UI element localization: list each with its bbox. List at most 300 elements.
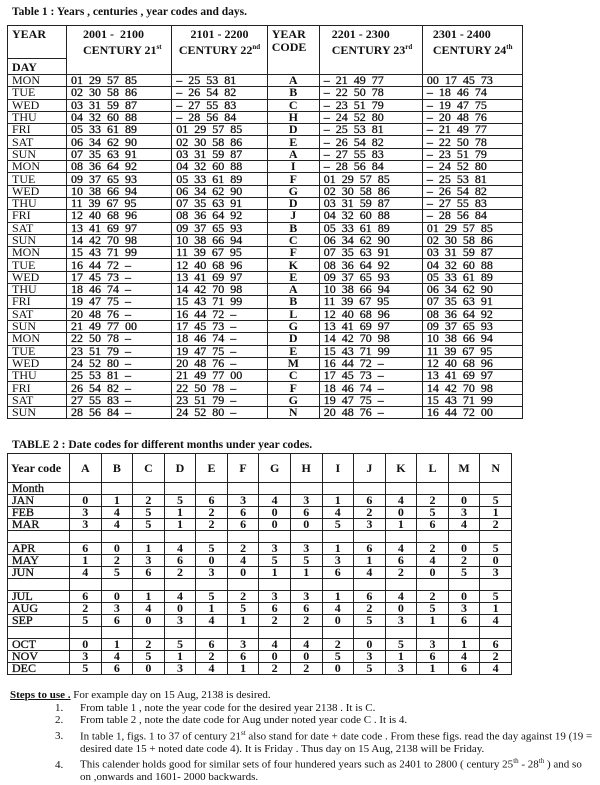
date-code-cell: 4 (101, 507, 133, 519)
century-21-years: 16 44 72 – (67, 259, 172, 271)
century-21-years: 09 37 65 93 (67, 173, 172, 185)
date-code-cell: 1 (354, 555, 386, 567)
century-24-years: – 25 53 81 (422, 173, 522, 185)
century-23-years: 15 43 71 99 (319, 345, 422, 357)
day-cell: TUE (8, 345, 67, 357)
century-24-years: – 18 46 74 (422, 87, 522, 99)
date-code-cell: 1 (385, 519, 417, 531)
century-24-years: 06 34 62 90 (422, 284, 522, 296)
century-24-years: 14 42 70 98 (422, 382, 522, 394)
date-code-cell: 3 (227, 495, 259, 507)
date-code-cell: 5 (196, 543, 228, 555)
date-code-cell: 4 (227, 555, 259, 567)
century-23-years: 18 46 74 – (319, 382, 422, 394)
day-cell: FRI (8, 124, 67, 136)
date-code-cell: 6 (480, 639, 512, 651)
century-21-years: 02 30 58 86 (67, 87, 172, 99)
date-code-cell: 4 (164, 543, 196, 555)
century-22-years: – 25 53 81 (172, 75, 267, 87)
date-code-cell: 4 (385, 495, 417, 507)
date-code-cell: 4 (101, 651, 133, 663)
date-code-cell: 6 (354, 495, 386, 507)
table-row (8, 663, 512, 675)
day-cell: SAT (8, 394, 67, 406)
date-code-cell: 3 (448, 603, 480, 615)
date-code-cell: 0 (101, 591, 133, 603)
header-row (8, 454, 512, 483)
date-code-cell: 6 (354, 543, 386, 555)
century-23-years: 12 40 68 96 (319, 308, 422, 320)
century-21-years: 21 49 77 00 (67, 320, 172, 332)
date-code-cell: 6 (448, 615, 480, 627)
header-code: G (259, 454, 291, 483)
date-code-cell: 4 (322, 603, 354, 615)
date-code-cell: 0 (259, 519, 291, 531)
date-code-cell: 5 (417, 603, 449, 615)
century-23-years: 13 41 69 97 (319, 320, 422, 332)
century-24-years: 07 35 63 91 (422, 296, 522, 308)
date-code-cell: 2 (480, 519, 512, 531)
date-code-cell: 6 (227, 507, 259, 519)
century-23-years: 03 31 59 87 (319, 197, 422, 209)
month-cell: MAR (8, 519, 70, 531)
year-code-cell: G (267, 320, 319, 332)
century-24-years: 01 29 57 85 (422, 222, 522, 234)
table-row (8, 567, 512, 579)
date-code-cell: 2 (322, 639, 354, 651)
day-cell: TUE (8, 173, 67, 185)
day-cell: SAT (8, 136, 67, 148)
century-21-years: 19 47 75 – (67, 296, 172, 308)
date-code-cell: 2 (227, 543, 259, 555)
header-code: C (133, 454, 165, 483)
month-label: Month (8, 483, 70, 495)
date-code-cell: 2 (196, 651, 228, 663)
month-cell: JUN (8, 567, 70, 579)
day-cell: SUN (8, 407, 67, 419)
century-21-years: 03 31 59 87 (67, 99, 172, 111)
year-code-cell: C (267, 99, 319, 111)
date-code-cell: 3 (354, 519, 386, 531)
century-22-years: 03 31 59 87 (172, 148, 267, 160)
table-row (8, 615, 512, 627)
century-22-years: 01 29 57 85 (172, 124, 267, 136)
date-code-cell: 2 (133, 495, 165, 507)
day-cell: THU (8, 197, 67, 209)
header-code: M (448, 454, 480, 483)
day-cell: MON (8, 247, 67, 259)
century-24-years: – 24 52 80 (422, 161, 522, 173)
date-code-cell: 3 (448, 507, 480, 519)
day-cell: THU (8, 284, 67, 296)
year-code-cell: C (267, 370, 319, 382)
day-cell: WED (8, 99, 67, 111)
date-code-cell: 1 (417, 615, 449, 627)
year-code-cell: B (267, 222, 319, 234)
date-code-cell: 0 (417, 567, 449, 579)
century-23-years: 10 38 66 94 (319, 284, 422, 296)
year-code-cell: C (267, 234, 319, 246)
date-code-cell: 3 (70, 519, 102, 531)
header-year-code: YEAR CODE (267, 26, 319, 75)
date-code-cell: 3 (385, 615, 417, 627)
day-cell: TUE (8, 87, 67, 99)
date-code-cell: 6 (70, 591, 102, 603)
century-22-years: – 28 56 84 (172, 111, 267, 123)
day-cell: SUN (8, 148, 67, 160)
date-code-cell: 2 (101, 555, 133, 567)
year-code-cell: F (267, 173, 319, 185)
date-code-cell: 4 (290, 639, 322, 651)
century-23-years: 19 47 75 – (319, 394, 422, 406)
date-code-cell: 1 (290, 567, 322, 579)
month-cell: AUG (8, 603, 70, 615)
header-code: B (101, 454, 133, 483)
century-23-years: 08 36 64 92 (319, 259, 422, 271)
steps-title: Steps to use . (10, 689, 71, 701)
table2-caption: TABLE 2 : Date codes for different months under year codes. (12, 439, 313, 451)
date-code-cell: 2 (196, 507, 228, 519)
date-code-cell: 5 (259, 555, 291, 567)
date-code-cell: 1 (417, 663, 449, 675)
century-21-years: 18 46 74 – (67, 284, 172, 296)
date-code-cell: 5 (196, 591, 228, 603)
header-code: D (164, 454, 196, 483)
date-codes-table (7, 453, 512, 675)
year-code-cell: A (267, 148, 319, 160)
day-cell: SAT (8, 222, 67, 234)
header-year-code: Year code (8, 454, 70, 483)
century-22-years: 21 49 77 00 (172, 370, 267, 382)
date-code-cell: 2 (227, 591, 259, 603)
date-code-cell: 4 (101, 519, 133, 531)
month-cell: DEC (8, 663, 70, 675)
date-code-cell: 1 (196, 603, 228, 615)
date-code-cell: 5 (354, 663, 386, 675)
date-code-cell: 0 (164, 603, 196, 615)
century-23-years: 04 32 60 88 (319, 210, 422, 222)
date-code-cell: 6 (417, 651, 449, 663)
year-code-cell: D (267, 197, 319, 209)
date-code-cell: 5 (480, 591, 512, 603)
table-row (8, 519, 512, 531)
date-code-cell: 4 (448, 519, 480, 531)
century-21-years: 05 33 61 89 (67, 124, 172, 136)
date-code-cell: 5 (448, 567, 480, 579)
month-cell: NOV (8, 651, 70, 663)
date-code-cell: 3 (290, 495, 322, 507)
century-22-years: – 26 54 82 (172, 87, 267, 99)
date-code-cell: 3 (385, 663, 417, 675)
date-code-cell: 6 (417, 519, 449, 531)
date-code-cell: 5 (133, 519, 165, 531)
date-code-cell: 2 (354, 507, 386, 519)
header-year: YEAR (8, 26, 67, 59)
date-code-cell: 6 (385, 555, 417, 567)
year-code-cell: K (267, 259, 319, 271)
steps-section (10, 689, 595, 784)
date-code-cell: 5 (227, 603, 259, 615)
date-code-cell: 5 (480, 495, 512, 507)
century-24-years: – 22 50 78 (422, 136, 522, 148)
century-22-years: 13 41 69 97 (172, 271, 267, 283)
date-code-cell: 4 (385, 591, 417, 603)
header-century-22: 2101 - 2200 CENTURY 22nd (172, 26, 267, 75)
century-24-years: 03 31 59 87 (422, 247, 522, 259)
century-24-years: 02 30 58 86 (422, 234, 522, 246)
month-cell: SEP (8, 615, 70, 627)
date-code-cell: 0 (133, 615, 165, 627)
table-row (8, 407, 523, 419)
year-code-cell: L (267, 308, 319, 320)
date-code-cell: 1 (480, 603, 512, 615)
century-22-years: 09 37 65 93 (172, 222, 267, 234)
date-code-cell: 5 (480, 543, 512, 555)
header-code: L (417, 454, 449, 483)
date-code-cell: 2 (290, 663, 322, 675)
century-22-years: 11 39 67 95 (172, 247, 267, 259)
date-code-cell: 5 (101, 567, 133, 579)
month-cell: APR (8, 543, 70, 555)
century-21-years: 14 42 70 98 (67, 234, 172, 246)
day-cell: WED (8, 185, 67, 197)
date-code-cell: 3 (196, 567, 228, 579)
day-cell: TUE (8, 259, 67, 271)
day-cell: THU (8, 370, 67, 382)
century-23-years: – 24 52 80 (319, 111, 422, 123)
header-century-21: 2001 - 2100 CENTURY 21st (67, 26, 172, 75)
date-code-cell: 5 (133, 651, 165, 663)
date-code-cell: 2 (354, 603, 386, 615)
date-code-cell: 5 (164, 639, 196, 651)
date-code-cell: 0 (354, 639, 386, 651)
century-24-years: 05 33 61 89 (422, 271, 522, 283)
date-code-cell: 5 (70, 663, 102, 675)
century-22-years: 14 42 70 98 (172, 284, 267, 296)
century-22-years: 05 33 61 89 (172, 173, 267, 185)
date-code-cell: 5 (354, 615, 386, 627)
date-code-cell: 1 (322, 495, 354, 507)
date-code-cell: 3 (290, 543, 322, 555)
date-code-cell: 5 (385, 639, 417, 651)
century-21-years: 01 29 57 85 (67, 75, 172, 87)
century-22-years: 08 36 64 92 (172, 210, 267, 222)
year-code-cell: G (267, 185, 319, 197)
date-code-cell: 3 (417, 639, 449, 651)
century-22-years: 06 34 62 90 (172, 185, 267, 197)
day-cell: MON (8, 75, 67, 87)
header-code: I (322, 454, 354, 483)
century-23-years: 11 39 67 95 (319, 296, 422, 308)
century-21-years: 11 39 67 95 (67, 197, 172, 209)
century-24-years: – 21 49 77 (422, 124, 522, 136)
date-code-cell: 0 (322, 615, 354, 627)
date-code-cell: 2 (164, 567, 196, 579)
century-23-years: 14 42 70 98 (319, 333, 422, 345)
century-23-years: – 27 55 83 (319, 148, 422, 160)
date-code-cell: 5 (70, 615, 102, 627)
step-3: 3. In table 1, figs. 1 to 37 of century 21st also stand for date + date code . From these figs. read the day against 19 (19 = desired date 15 + noted date code 4). It is Friday . Thus day on 15 Aug, 2138 will be Friday. (66, 727, 595, 756)
century-21-years: 06 34 62 90 (67, 136, 172, 148)
date-code-cell: 6 (322, 567, 354, 579)
date-code-cell: 2 (70, 603, 102, 615)
date-code-cell: 5 (322, 651, 354, 663)
century-23-years: – 26 54 82 (319, 136, 422, 148)
date-code-cell: 3 (259, 543, 291, 555)
date-code-cell: 4 (480, 663, 512, 675)
century-22-years: 10 38 66 94 (172, 234, 267, 246)
date-code-cell: 0 (322, 663, 354, 675)
header-code: J (354, 454, 386, 483)
date-code-cell: 2 (448, 555, 480, 567)
header-code: F (227, 454, 259, 483)
header-day: DAY (8, 59, 67, 75)
century-24-years: – 27 55 83 (422, 197, 522, 209)
date-code-cell: 6 (101, 615, 133, 627)
date-code-cell: 6 (227, 651, 259, 663)
date-code-cell: 0 (385, 507, 417, 519)
year-code-cell: E (267, 136, 319, 148)
header-code: H (290, 454, 322, 483)
date-code-cell: 0 (480, 555, 512, 567)
century-21-years: 22 50 78 – (67, 333, 172, 345)
date-code-cell: 1 (322, 591, 354, 603)
date-code-cell: 0 (448, 495, 480, 507)
date-code-cell: 6 (164, 555, 196, 567)
date-code-cell: 5 (290, 555, 322, 567)
date-code-cell: 3 (290, 591, 322, 603)
date-code-cell: 5 (164, 495, 196, 507)
header-century-23: 2201 - 2300 CENTURY 23rd (319, 26, 422, 75)
century-22-years: 19 47 75 – (172, 345, 267, 357)
century-21-years: 10 38 66 94 (67, 185, 172, 197)
date-code-cell: 3 (164, 615, 196, 627)
year-code-cell: N (267, 407, 319, 419)
century-24-years: 12 40 68 96 (422, 357, 522, 369)
month-cell: JAN (8, 495, 70, 507)
date-code-cell: 3 (322, 555, 354, 567)
century-23-years: 16 44 72 – (319, 357, 422, 369)
year-code-cell: B (267, 87, 319, 99)
date-code-cell: 3 (164, 663, 196, 675)
header-code: N (480, 454, 512, 483)
date-code-cell: 0 (70, 639, 102, 651)
date-code-cell: 3 (354, 651, 386, 663)
date-code-cell: 5 (322, 519, 354, 531)
date-code-cell: 6 (70, 543, 102, 555)
date-code-cell: 1 (101, 495, 133, 507)
century-21-years: 20 48 76 – (67, 308, 172, 320)
date-code-cell: 4 (354, 567, 386, 579)
year-code-cell: H (267, 111, 319, 123)
date-code-cell: 3 (70, 651, 102, 663)
date-code-cell: 2 (385, 567, 417, 579)
century-24-years: – 28 56 84 (422, 210, 522, 222)
date-code-cell: 0 (196, 555, 228, 567)
year-code-cell: B (267, 296, 319, 308)
century-21-years: 17 45 73 – (67, 271, 172, 283)
day-cell: MON (8, 161, 67, 173)
year-code-cell: F (267, 247, 319, 259)
century-22-years: 20 48 76 – (172, 357, 267, 369)
date-code-cell: 6 (354, 591, 386, 603)
century-24-years: 10 38 66 94 (422, 333, 522, 345)
day-cell: WED (8, 271, 67, 283)
year-code-cell: A (267, 75, 319, 87)
day-cell: MON (8, 333, 67, 345)
date-code-cell: 2 (290, 615, 322, 627)
date-code-cell: 1 (164, 507, 196, 519)
century-23-years: 06 34 62 90 (319, 234, 422, 246)
day-cell: SAT (8, 308, 67, 320)
century-24-years: 16 44 72 00 (422, 407, 522, 419)
century-24-years: – 19 47 75 (422, 99, 522, 111)
header-code: K (385, 454, 417, 483)
date-code-cell: 6 (133, 567, 165, 579)
date-code-cell: 2 (259, 663, 291, 675)
year-code-cell: D (267, 124, 319, 136)
century-23-years: – 21 49 77 (319, 75, 422, 87)
day-cell: WED (8, 357, 67, 369)
date-code-cell: 3 (227, 639, 259, 651)
step-1: 1. From table 1 , note the year code for the desired year 2138 . It is C. (66, 702, 595, 715)
date-code-cell: 2 (417, 591, 449, 603)
date-code-cell: 0 (448, 591, 480, 603)
century-24-years: – 23 51 79 (422, 148, 522, 160)
century-24-years: 13 41 69 97 (422, 370, 522, 382)
date-code-cell: 4 (164, 591, 196, 603)
year-code-cell: G (267, 394, 319, 406)
century-21-years: 28 56 84 – (67, 407, 172, 419)
century-22-years: 02 30 58 86 (172, 136, 267, 148)
century-23-years: – 23 51 79 (319, 99, 422, 111)
date-code-cell: 0 (101, 543, 133, 555)
month-cell: JUL (8, 591, 70, 603)
header-century-24: 2301 - 2400 CENTURY 24th (422, 26, 522, 75)
date-code-cell: 1 (259, 567, 291, 579)
century-23-years: 07 35 63 91 (319, 247, 422, 259)
day-cell: SUN (8, 320, 67, 332)
month-cell: MAY (8, 555, 70, 567)
century-23-years: 02 30 58 86 (319, 185, 422, 197)
century-21-years: 24 52 80 – (67, 357, 172, 369)
date-code-cell: 0 (259, 507, 291, 519)
century-24-years: – 20 48 76 (422, 111, 522, 123)
date-code-cell: 6 (259, 603, 291, 615)
date-code-cell: 1 (133, 543, 165, 555)
day-cell: FRI (8, 382, 67, 394)
date-code-cell: 0 (448, 543, 480, 555)
year-code-cell: J (267, 210, 319, 222)
year-code-cell: A (267, 284, 319, 296)
steps-intro: For example day on 15 Aug, 2138 is desired. (70, 689, 271, 701)
date-code-cell: 4 (133, 603, 165, 615)
century-24-years: 04 32 60 88 (422, 259, 522, 271)
century-21-years: 26 54 82 – (67, 382, 172, 394)
century-22-years: 17 45 73 – (172, 320, 267, 332)
date-code-cell: 6 (227, 519, 259, 531)
year-code-cell: D (267, 333, 319, 345)
date-code-cell: 4 (480, 615, 512, 627)
century-24-years: 11 39 67 95 (422, 345, 522, 357)
date-code-cell: 1 (101, 639, 133, 651)
date-code-cell: 1 (133, 591, 165, 603)
year-code-cell: I (267, 161, 319, 173)
century-22-years: 18 46 74 – (172, 333, 267, 345)
century-21-years: 07 35 63 91 (67, 148, 172, 160)
day-cell: SUN (8, 234, 67, 246)
date-code-cell: 4 (322, 507, 354, 519)
